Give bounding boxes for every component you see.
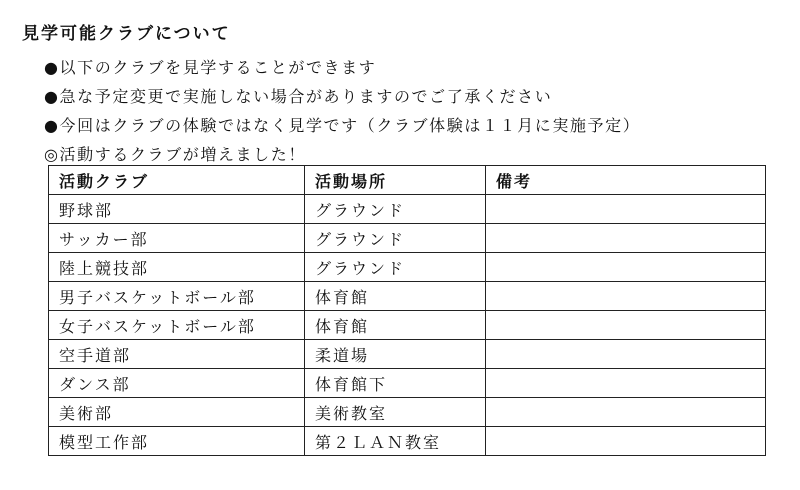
club-name-cell: 空手道部 xyxy=(49,340,305,369)
header-club: 活動クラブ xyxy=(49,166,305,195)
club-name-cell: サッカー部 xyxy=(49,224,305,253)
club-name-cell: ダンス部 xyxy=(49,369,305,398)
remarks-cell xyxy=(486,427,766,456)
location-cell: グラウンド xyxy=(305,224,486,253)
remarks-cell xyxy=(486,282,766,311)
page-title: 見学可能クラブについて xyxy=(22,24,231,44)
remarks-cell xyxy=(486,195,766,224)
remarks-cell xyxy=(486,398,766,427)
header-remarks: 備考 xyxy=(486,166,766,195)
table-row xyxy=(49,369,766,398)
table-row xyxy=(49,282,766,311)
table-row xyxy=(49,195,766,224)
notice-item: ●今回はクラブの体験ではなく見学です（クラブ体験は１１月に実施予定） xyxy=(44,116,641,135)
table-row xyxy=(49,253,766,282)
remarks-cell xyxy=(486,369,766,398)
club-name-cell: 美術部 xyxy=(49,398,305,427)
location-cell: 体育館下 xyxy=(305,369,486,398)
location-cell: グラウンド xyxy=(305,253,486,282)
remarks-cell xyxy=(486,340,766,369)
table-header-row xyxy=(49,166,766,195)
club-table xyxy=(48,165,766,456)
club-name-cell: 女子バスケットボール部 xyxy=(49,311,305,340)
location-cell: 体育館 xyxy=(305,311,486,340)
remarks-cell xyxy=(486,253,766,282)
location-cell: 体育館 xyxy=(305,282,486,311)
notice-list xyxy=(44,53,640,169)
club-name-cell: 男子バスケットボール部 xyxy=(49,282,305,311)
club-name-cell: 陸上競技部 xyxy=(49,253,305,282)
remarks-cell xyxy=(486,224,766,253)
club-name-cell: 模型工作部 xyxy=(49,427,305,456)
location-cell: グラウンド xyxy=(305,195,486,224)
location-cell: 柔道場 xyxy=(305,340,486,369)
remarks-cell xyxy=(486,311,766,340)
table-row xyxy=(49,398,766,427)
table-row xyxy=(49,311,766,340)
notice-item: ●急な予定変更で実施しない場合がありますのでご了承ください xyxy=(44,87,553,106)
notice-item: ●以下のクラブを見学することができます xyxy=(44,58,377,77)
header-location: 活動場所 xyxy=(305,166,486,195)
notice-item: ◎活動するクラブが増えました！ xyxy=(44,145,306,164)
location-cell: 美術教室 xyxy=(305,398,486,427)
table-row xyxy=(49,340,766,369)
club-name-cell: 野球部 xyxy=(49,195,305,224)
table-row xyxy=(49,224,766,253)
location-cell: 第２ＬＡＮ教室 xyxy=(305,427,486,456)
table-row xyxy=(49,427,766,456)
